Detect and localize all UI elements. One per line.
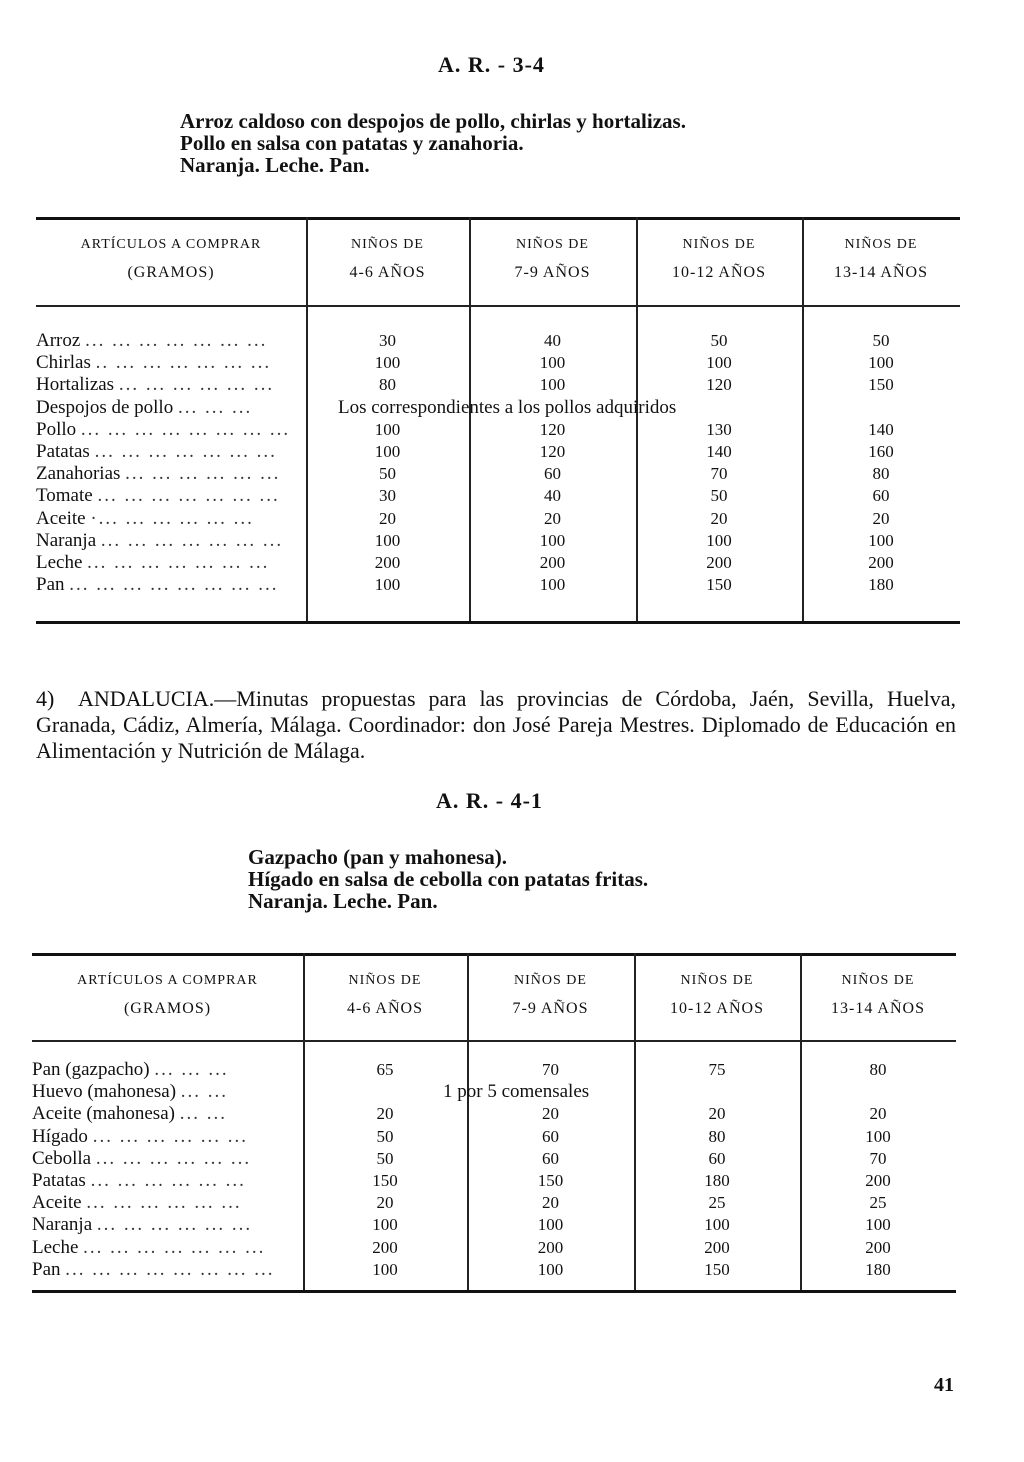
table-cell-value: 100 [374, 442, 401, 461]
menu-description-2 [248, 846, 648, 912]
table-row-item [36, 397, 300, 419]
item-name: Aceite [32, 1192, 82, 1214]
item-name: Chirlas [36, 352, 91, 374]
item-name: Hígado [32, 1125, 88, 1147]
table-cell-value: 80 [872, 464, 890, 484]
table-cell-value: 75 [708, 1060, 726, 1079]
leader-dots: ... ... ... ... ... ... ... [97, 485, 280, 507]
item-name: Leche [32, 1236, 79, 1258]
table-cell-value: 100 [374, 353, 401, 373]
menu-description-1 [180, 110, 686, 176]
table-row-item [36, 574, 300, 596]
header-line: (GRAMOS) [127, 264, 215, 281]
table-cell-value: 50 [710, 331, 728, 350]
table-row-item [32, 1081, 297, 1103]
table-row-item [32, 1148, 297, 1170]
table-cell-value: 200 [868, 553, 894, 572]
header-line: 13-14 AÑOS [833, 264, 928, 281]
spanning-note: Los correspondientes a los pollos adquiridos [338, 396, 677, 418]
item-name: Naranja [36, 529, 97, 551]
table-row-item [36, 530, 300, 552]
header-age-group [800, 967, 956, 1023]
header-line: NIÑOS DE [348, 973, 422, 988]
table-cell-value: 100 [537, 1215, 564, 1235]
leader-dots: ... ... ... ... ... ... ... [100, 529, 284, 551]
table-cell-value: 50 [376, 1126, 394, 1146]
table-cell-value: 70 [542, 1060, 559, 1079]
table-top-rule [36, 217, 960, 220]
leader-dots: ... ... ... ... ... ... [118, 374, 275, 396]
item-name: Hortalizas [36, 374, 115, 396]
leader-dots: ... ... [179, 1103, 227, 1125]
table-row-item [36, 508, 300, 530]
item-name: Pan [36, 574, 65, 596]
header-line: NIÑOS DE [680, 973, 754, 988]
item-name: Pan (gazpacho) [32, 1059, 150, 1080]
menu-line: Naranja. Leche. Pan. [180, 153, 370, 177]
table-cell-value: 40 [544, 486, 561, 506]
table-cell-value: 100 [539, 375, 566, 395]
leader-dots: ... ... ... ... ... ... ... [85, 330, 268, 351]
header-line: 4-6 AÑOS [346, 1000, 423, 1017]
header-line: 13-14 AÑOS [830, 1000, 925, 1017]
menu-line: Hígado en salsa de cebolla con patatas fritas. [248, 867, 649, 891]
header-age-group [636, 231, 802, 287]
table-cell-value: 70 [710, 464, 728, 484]
table-top-rule [32, 953, 956, 956]
table-cell-value: 60 [542, 1126, 559, 1146]
leader-dots: ... ... ... [177, 396, 253, 418]
table-cell-value: 20 [544, 508, 561, 528]
header-age-group [469, 231, 636, 287]
table-cell-value: 130 [706, 419, 732, 439]
leader-dots: ... ... ... ... ... ... ... [94, 441, 277, 462]
table-row-item [36, 330, 300, 352]
table-cell-value: 100 [704, 1215, 730, 1235]
table-cell-value: 65 [376, 1060, 394, 1079]
table-cell-value: 70 [869, 1148, 887, 1168]
table-cell-value: 20 [379, 508, 396, 528]
header-line: NIÑOS DE [844, 237, 918, 252]
table-cell-value: 150 [372, 1171, 398, 1190]
table-cell-value: 50 [376, 1148, 394, 1168]
paragraph-text: ANDALUCIA.—Minutas propuestas para las provincias de Córdoba, Jaén, Sevilla, Huelva, Granada, Cádiz, Almería, Málaga. Coordinador: don José Pareja Mestres. Diplomado de Educación en Alimentación y Nutrición de Málaga. [36, 686, 956, 763]
header-line: NIÑOS DE [841, 973, 915, 988]
menu-code-1: A. R. - 3-4 [438, 52, 545, 77]
leader-dots: ... ... ... ... ... ... [86, 1192, 242, 1214]
table-cell-value: 80 [708, 1126, 726, 1146]
table-row-item [32, 1170, 297, 1192]
table-cell-value: 120 [706, 375, 732, 395]
table-cell-value: 40 [544, 331, 561, 350]
header-articulos [32, 967, 303, 1023]
leader-dots: ·... ... ... ... ... ... [90, 507, 254, 529]
item-name: Cebolla [32, 1147, 92, 1169]
table-cell-value: 100 [539, 530, 566, 550]
header-age-group [802, 231, 960, 287]
table-row-item [36, 463, 300, 485]
table-cell-value: 120 [539, 442, 566, 461]
table-cell-value: 100 [539, 353, 566, 373]
table-row-item [32, 1192, 297, 1214]
header-articulos [36, 231, 306, 287]
table-cell-value: 20 [542, 1104, 559, 1124]
table-cell-value: 100 [539, 575, 566, 595]
leader-dots: ... ... ... ... ... ... ... ... [80, 418, 291, 440]
table-row-item [36, 374, 300, 396]
table-cell-value: 50 [379, 464, 396, 484]
header-bottom-rule [32, 1040, 956, 1042]
table-cell-value: 150 [537, 1171, 564, 1190]
table-cell-value: 100 [868, 353, 894, 373]
item-name: Pollo [36, 418, 77, 440]
header-line: ARTÍCULOS A COMPRAR [77, 973, 258, 988]
table-cell-value: 200 [539, 553, 566, 572]
table-row-item [32, 1259, 297, 1281]
item-name: Naranja [32, 1214, 93, 1236]
table-cell-value: 30 [379, 486, 396, 506]
header-line: 10-12 AÑOS [671, 264, 766, 281]
header-age-group [303, 967, 467, 1023]
table-cell-value: 150 [868, 375, 894, 395]
leader-dots: ... ... ... ... ... ... ... [83, 1236, 266, 1258]
item-name: Patatas [32, 1170, 86, 1191]
menu-line: Naranja. Leche. Pan. [248, 889, 438, 913]
header-line: NIÑOS DE [682, 237, 756, 252]
leader-dots: ... ... ... ... ... ... [90, 1170, 246, 1191]
leader-dots: ... ... ... ... ... ... ... ... [69, 574, 279, 596]
item-name: Tomate [36, 485, 93, 507]
table-cell-value: 100 [372, 1215, 398, 1235]
table-cell-value: 50 [710, 486, 728, 506]
header-line: NIÑOS DE [351, 237, 424, 252]
table-row-item [36, 552, 300, 574]
table-bottom-rule [32, 1290, 956, 1293]
header-line: ARTÍCULOS A COMPRAR [80, 237, 262, 252]
table-row-item [32, 1214, 297, 1236]
header-line: NIÑOS DE [514, 973, 587, 988]
table-cell-value: 80 [869, 1060, 887, 1079]
table-cell-value: 60 [872, 486, 890, 506]
table-cell-value: 200 [865, 1237, 891, 1257]
table-cell-value: 200 [374, 553, 401, 572]
header-line: 4-6 AÑOS [349, 264, 426, 281]
leader-dots: ... ... [180, 1081, 229, 1103]
table-cell-value: 150 [706, 575, 732, 595]
table-cell-value: 100 [865, 1215, 891, 1235]
menu-code-2: A. R. - 4-1 [436, 788, 543, 813]
menu-line: Pollo en salsa con patatas y zanahoria. [180, 131, 524, 155]
table-cell-value: 60 [544, 464, 561, 484]
leader-dots: ... ... ... ... ... ... ... [87, 552, 270, 573]
header-line: 7-9 AÑOS [512, 1000, 589, 1017]
table-cell-value: 25 [708, 1193, 726, 1213]
header-age-group [467, 967, 634, 1023]
item-name: Aceite [36, 507, 86, 529]
header-line: NIÑOS DE [516, 237, 589, 252]
table-cell-value: 200 [706, 553, 732, 572]
table-cell-value: 20 [869, 1104, 887, 1124]
table-cell-value: 100 [374, 575, 401, 595]
table-cell-value: 200 [372, 1237, 398, 1257]
table-cell-value: 100 [706, 353, 732, 373]
table-cell-value: 100 [706, 530, 732, 550]
item-name: Pan [32, 1258, 61, 1280]
spanning-note: 1 por 5 comensales [443, 1081, 590, 1103]
menu-line: Gazpacho (pan y mahonesa). [248, 845, 508, 869]
table-cell-value: 100 [374, 530, 401, 550]
leader-dots: ... ... ... [154, 1059, 229, 1080]
table-bottom-rule [36, 621, 960, 624]
table-cell-value: 200 [537, 1237, 564, 1257]
item-name: Zanahorias [36, 463, 121, 485]
table-cell-value: 25 [869, 1193, 887, 1213]
table-cell-value: 80 [379, 375, 396, 395]
table-cell-value: 60 [542, 1148, 559, 1168]
paragraph-number: 4) [36, 686, 55, 711]
table-cell-value: 180 [865, 1259, 891, 1279]
table-row-item [36, 485, 300, 507]
header-bottom-rule [36, 305, 960, 307]
table-cell-value: 30 [379, 331, 396, 350]
table-cell-value: 100 [374, 419, 401, 439]
header-age-group [306, 231, 469, 287]
table-cell-value: 100 [372, 1259, 398, 1279]
leader-dots: ... ... ... ... ... ... [96, 1214, 253, 1236]
leader-dots: ... ... ... ... ... ... [92, 1125, 248, 1147]
table-cell-value: 120 [539, 419, 566, 439]
table-cell-value: 180 [704, 1171, 730, 1190]
header-line: (GRAMOS) [123, 1000, 212, 1017]
table-row-item [32, 1126, 297, 1148]
table-cell-value: 100 [868, 530, 894, 550]
table-cell-value: 20 [542, 1193, 559, 1213]
table-cell-value: 140 [868, 419, 894, 439]
region-paragraph [36, 686, 956, 764]
leader-dots: ... ... ... ... ... ... [125, 463, 281, 485]
page-number: 41 [934, 1374, 954, 1396]
table-cell-value: 100 [537, 1259, 564, 1279]
menu-line: Arroz caldoso con despojos de pollo, chirlas y hortalizas. [180, 109, 686, 133]
header-line: 10-12 AÑOS [669, 1000, 764, 1017]
leader-dots: ... ... ... ... ... ... ... ... [65, 1258, 275, 1280]
table-cell-value: 20 [872, 508, 890, 528]
table-row-item [32, 1103, 297, 1125]
table-row-item [36, 419, 300, 441]
item-name: Leche [36, 552, 83, 573]
header-line: 7-9 AÑOS [514, 264, 591, 281]
item-name: Despojos de pollo [36, 396, 174, 418]
leader-dots: ... ... ... ... ... ... [95, 1147, 252, 1169]
header-age-group [634, 967, 800, 1023]
table-cell-value: 150 [704, 1259, 730, 1279]
table-cell-value: 20 [710, 508, 728, 528]
table-cell-value: 200 [865, 1171, 891, 1190]
table-cell-value: 180 [868, 575, 894, 595]
table-cell-value: 20 [376, 1104, 394, 1124]
table-row-item [36, 441, 300, 463]
table-cell-value: 50 [872, 331, 890, 350]
item-name: Aceite (mahonesa) [32, 1103, 175, 1125]
item-name: Huevo (mahonesa) [32, 1081, 177, 1103]
item-name: Arroz [36, 330, 81, 351]
table-cell-value: 200 [704, 1237, 730, 1257]
table-row-item [32, 1237, 297, 1259]
table-cell-value: 20 [708, 1104, 726, 1124]
leader-dots: .. ... ... ... ... ... ... [95, 352, 272, 374]
table-row-item [32, 1059, 297, 1081]
table-row-item [36, 352, 300, 374]
table-cell-value: 140 [706, 442, 732, 461]
table-cell-value: 160 [868, 442, 894, 461]
table-cell-value: 60 [708, 1148, 726, 1168]
item-name: Patatas [36, 441, 90, 462]
table-cell-value: 20 [376, 1193, 394, 1213]
table-cell-value: 100 [865, 1126, 891, 1146]
